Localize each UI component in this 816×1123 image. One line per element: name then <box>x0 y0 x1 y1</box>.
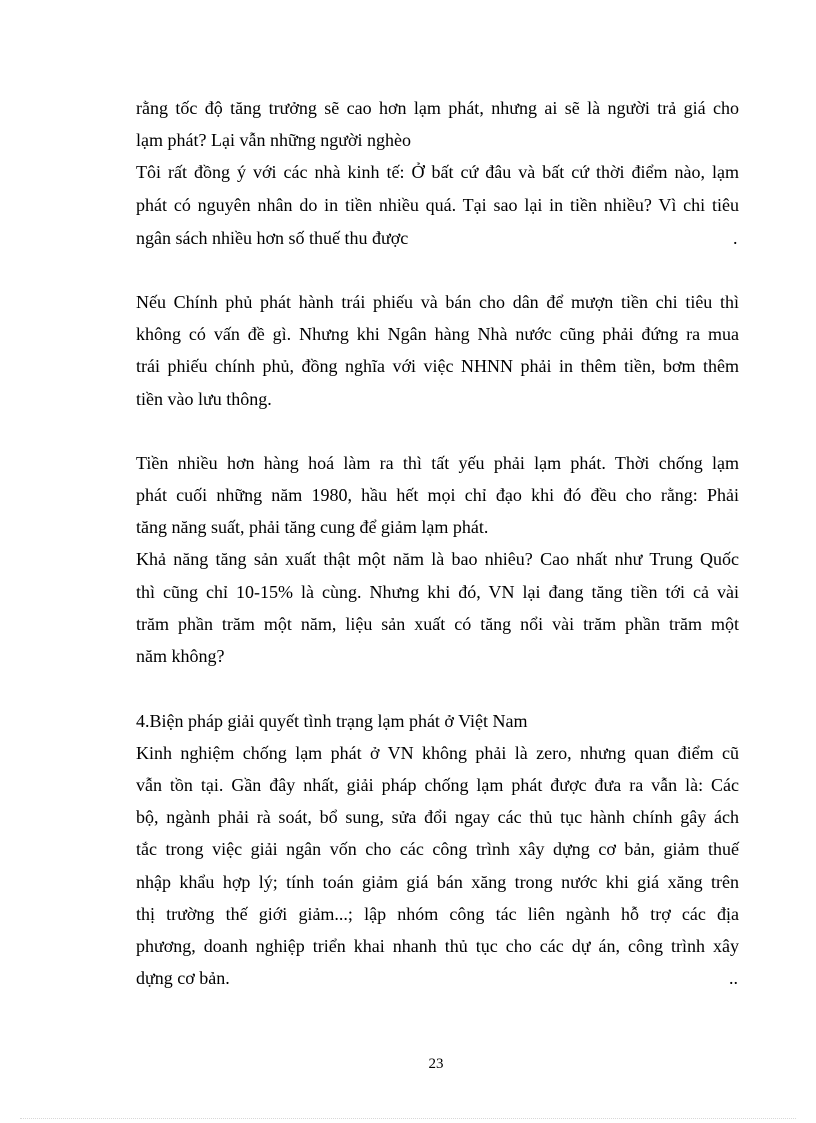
body-text-line: rằng tốc độ tăng trưởng sẽ cao hơn lạm phát, nhưng ai sẽ là người trả giá cho <box>136 98 739 118</box>
body-text-line: không có vấn đề gì. Nhưng khi Ngân hàng Nhà nước cũng phải đứng ra mua <box>136 324 739 344</box>
body-text-line: Nếu Chính phủ phát hành trái phiếu và bán cho dân để mượn tiền chi tiêu thì <box>136 292 739 312</box>
body-text-line: Tiền nhiều hơn hàng hoá làm ra thì tất yếu phải lạm phát. Thời chống lạm <box>136 453 739 473</box>
body-text-line: trăm phần trăm một năm, liệu sản xuất có tăng nổi vài trăm phần trăm một <box>136 614 739 634</box>
page-number: 23 <box>428 1056 444 1072</box>
body-text-line: phát cuối những năm 1980, hầu hết mọi chỉ đạo khi đó đều cho rằng: Phải <box>136 485 739 505</box>
body-text-line: Tôi rất đồng ý với các nhà kinh tế: Ở bất cứ đâu và bất cứ thời điểm nào, lạm <box>136 162 739 182</box>
body-text-line: thị trường thế giới giảm...; lập nhóm công tác liên ngành hỗ trợ các địa <box>136 904 739 924</box>
body-text-line: thì cũng chỉ 10-15% là cùng. Nhưng khi đó, VN lại đang tăng tiền tới cả vài <box>136 582 739 602</box>
body-text-line: tiền vào lưu thông. <box>136 389 272 409</box>
body-text-line: trái phiếu chính phủ, đồng nghĩa với việc NHNN phải in thêm tiền, bơm thêm <box>136 356 739 376</box>
body-text-line: năm không? <box>136 646 225 666</box>
body-text-line: tắc trong việc giải ngân vốn cho các công trình xây dựng cơ bản, giảm thuế <box>136 839 739 859</box>
trailing-dot: . <box>733 228 738 248</box>
body-text-line: bộ, ngành phải rà soát, bổ sung, sửa đổi ngay các thủ tục hành chính gây ách <box>136 807 739 827</box>
body-text-line: ngân sách nhiều hơn số thuế thu được <box>136 228 409 248</box>
trailing-dots: .. <box>729 968 738 988</box>
footer-divider <box>20 1118 796 1119</box>
body-text-line: Khả năng tăng sản xuất thật một năm là bao nhiêu? Cao nhất như Trung Quốc <box>136 549 739 569</box>
body-text-line: phát có nguyên nhân do in tiền nhiều quá. Tại sao lại in tiền nhiều? Vì chi tiêu <box>136 195 739 215</box>
body-text-line: dựng cơ bản. <box>136 968 230 988</box>
section-heading: 4.Biện pháp giải quyết tình trạng lạm phát ở Việt Nam <box>136 711 528 731</box>
body-text-line: tăng năng suất, phải tăng cung để giảm lạm phát. <box>136 517 489 537</box>
body-text-line: Kinh nghiệm chống lạm phát ở VN không phải là zero, nhưng quan điểm cũ <box>136 743 739 763</box>
body-text-line: vẫn tồn tại. Gần đây nhất, giải pháp chống lạm phát được đưa ra vẫn là: Các <box>136 775 739 795</box>
body-text-line: lạm phát? Lại vẫn những người nghèo <box>136 130 411 150</box>
body-text-line: nhập khẩu hợp lý; tính toán giảm giá bán xăng trong nước khi giá xăng trên <box>136 872 739 892</box>
body-text-line: phương, doanh nghiệp triển khai nhanh thủ tục cho các dự án, công trình xây <box>136 936 739 956</box>
